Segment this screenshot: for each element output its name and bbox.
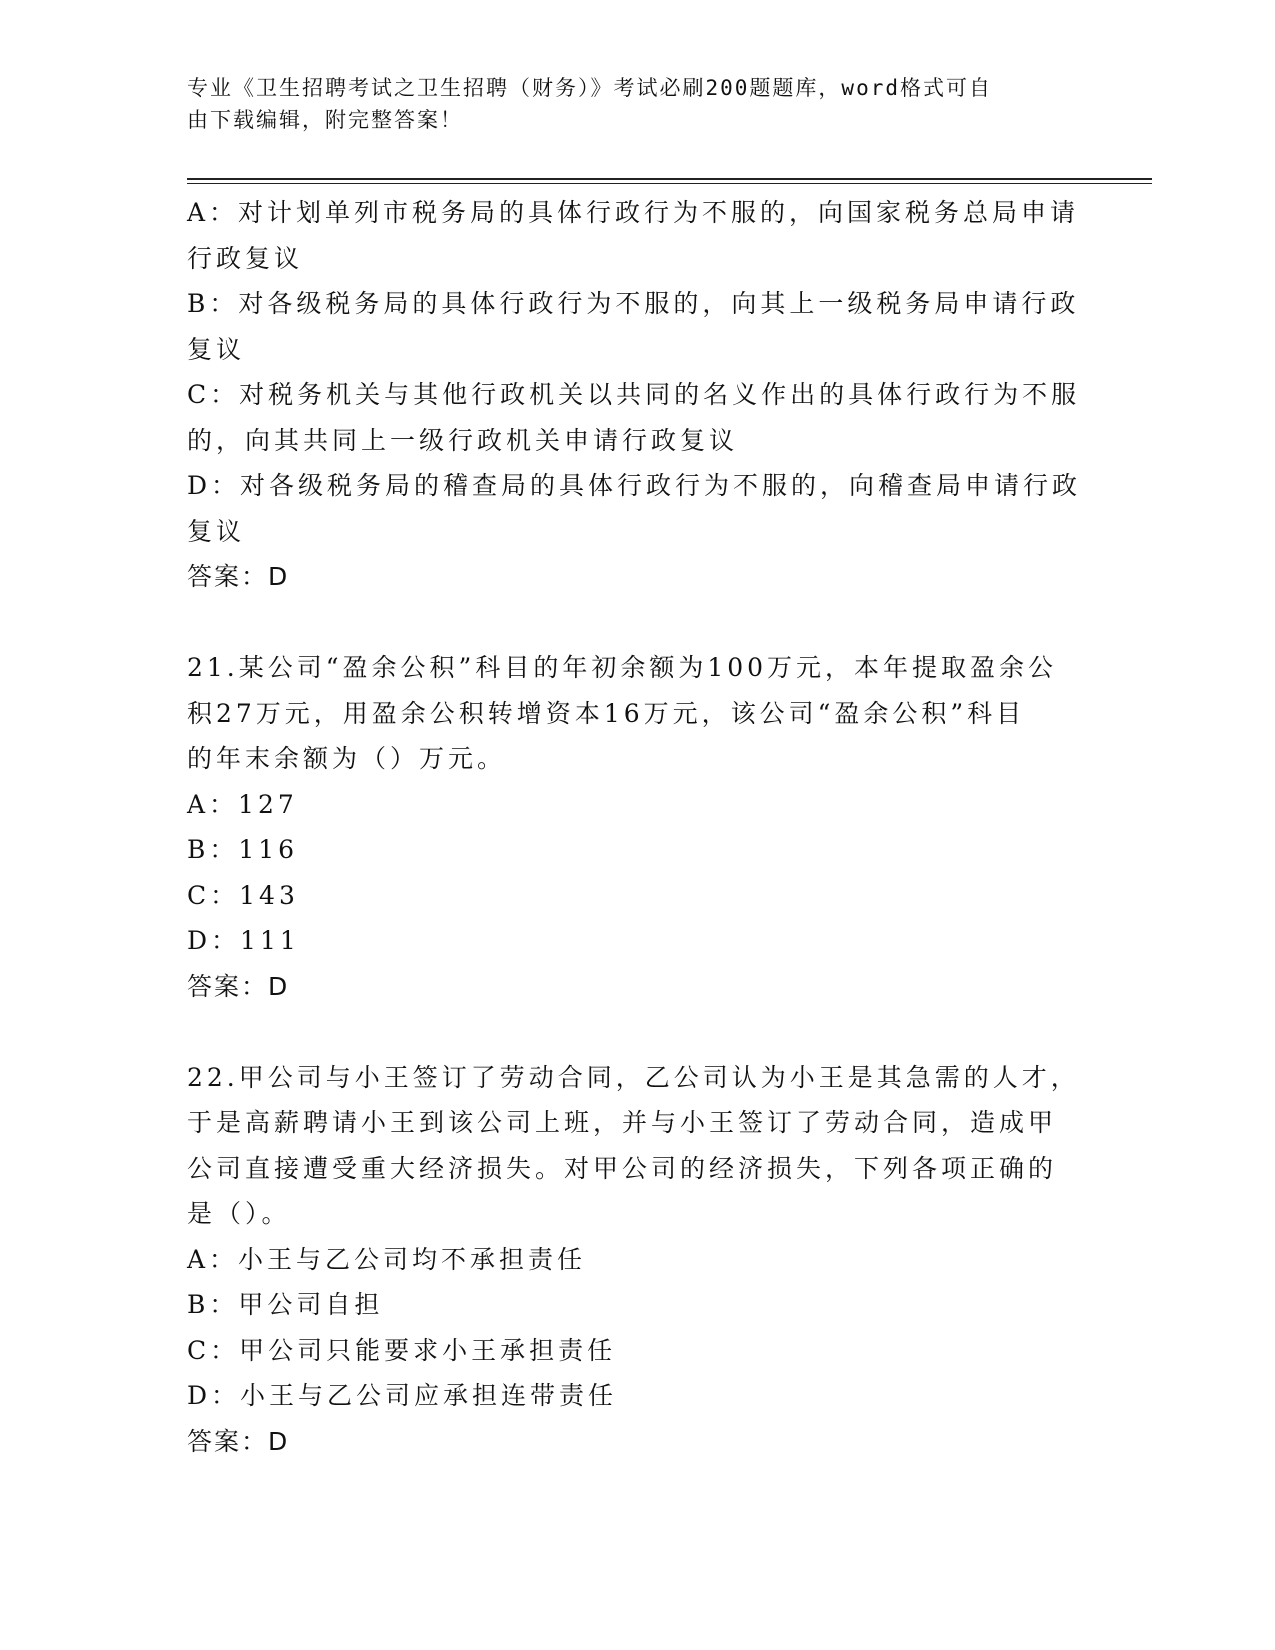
option-text: B：对各级税务局的具体行政行为不服的，向其上一级税务局申请行政 <box>187 289 1080 318</box>
option-text: C：对税务机关与其他行政机关以共同的名义作出的具体行政行为不服 <box>187 380 1081 409</box>
answer: 答案：D <box>187 1426 290 1456</box>
header-divider-thick <box>187 178 1152 180</box>
option-b: B：甲公司自担 <box>187 1290 384 1319</box>
option-b: B：116 <box>187 835 299 864</box>
option-c: C：143 <box>187 880 299 910</box>
option-d <box>187 463 1087 554</box>
option-text: 的，向其共同上一级行政机关申请行政复议 <box>187 425 739 455</box>
header-divider-thin <box>187 183 1152 184</box>
option-text: D：对各级税务局的稽查局的具体行政行为不服的，向稽查局申请行政 <box>187 471 1082 500</box>
question-stem: 22.甲公司与小王签订了劳动合同，乙公司认为小王是其急需的人才， <box>187 1062 1080 1092</box>
question-stem: 21.某公司“盈余公积”科目的年初余额为100万元，本年提取盈余公 <box>187 653 1058 682</box>
question-content <box>187 190 1087 1464</box>
option-d: D：111 <box>187 926 300 955</box>
option-text: 复议 <box>187 516 246 546</box>
option-text: 行政复议 <box>187 243 304 273</box>
question-stem: 积27万元，用盈余公积转增资本16万元，该公司“盈余公积”科目 <box>187 698 1026 728</box>
question-stem: 的年末余额为（）万元。 <box>187 744 507 773</box>
option-c: C：甲公司只能要求小王承担责任 <box>187 1335 617 1365</box>
option-c <box>187 372 1087 463</box>
question-21 <box>187 645 1087 1009</box>
option-text: 复议 <box>187 334 246 364</box>
header-line-2: 由下载编辑，附完整答案！ <box>187 108 463 132</box>
answer: 答案：D <box>187 562 290 591</box>
question-stem: 公司直接遭受重大经济损失。对甲公司的经济损失，下列各项正确的 <box>187 1153 1058 1183</box>
answer: 答案：D <box>187 971 290 1001</box>
option-a: A：127 <box>187 789 298 819</box>
option-d: D：小王与乙公司应承担连带责任 <box>187 1381 618 1410</box>
option-a <box>187 190 1087 281</box>
option-text: A：对计划单列市税务局的具体行政行为不服的，向国家税务总局申请 <box>187 198 1080 227</box>
document-header <box>187 72 1067 136</box>
option-b <box>187 281 1087 372</box>
prev-question <box>187 190 1087 600</box>
question-22 <box>187 1055 1087 1465</box>
header-line-1: 专业《卫生招聘考试之卫生招聘（财务）》考试必刷200题题库，word格式可自 <box>187 76 992 100</box>
question-stem: 于是高薪聘请小王到该公司上班，并与小王签订了劳动合同，造成甲 <box>187 1108 1058 1137</box>
option-a: A：小王与乙公司均不承担责任 <box>187 1244 587 1274</box>
question-stem: 是（）。 <box>187 1199 291 1228</box>
